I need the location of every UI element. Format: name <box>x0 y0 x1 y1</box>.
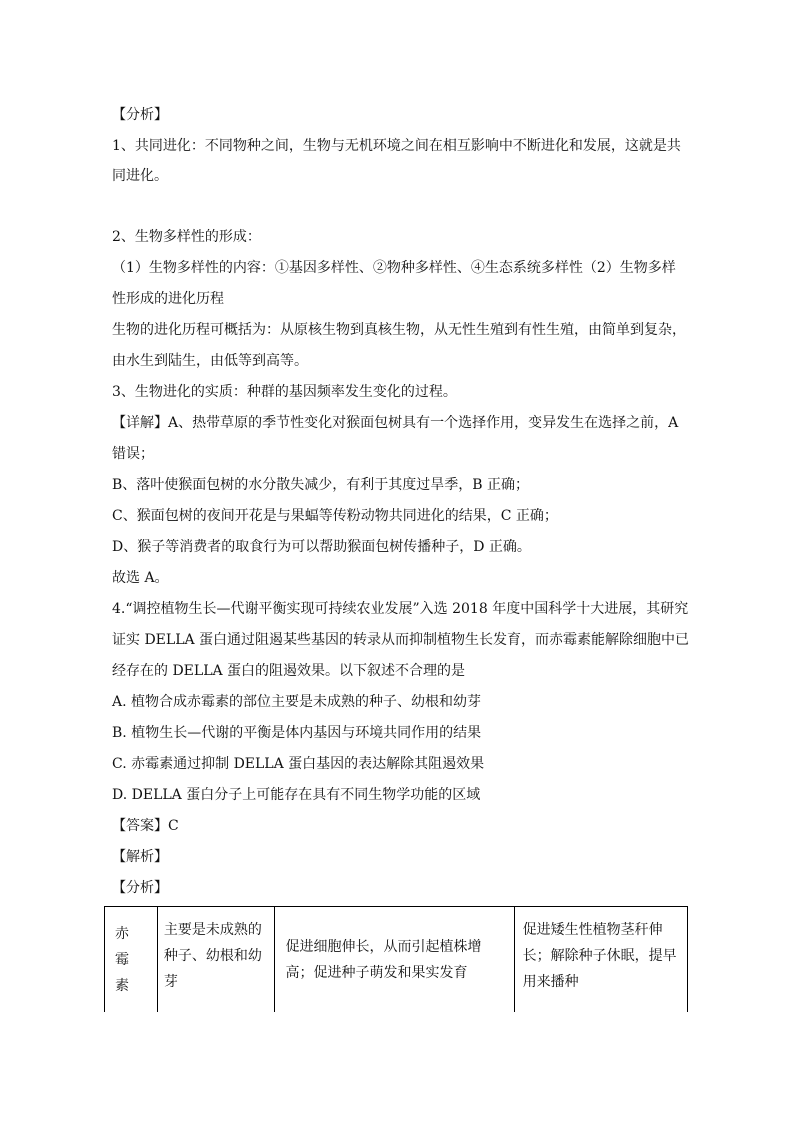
table-cell-function: 促进细胞伸长，从而引起植株增高；促进种子萌发和果实发育 <box>275 907 514 1012</box>
text-line: 2、生物多样性的形成： <box>112 229 261 245</box>
table-cell-synthesis-site: 主要是未成熟的种子、幼根和幼芽 <box>158 907 276 1012</box>
text-line: D、猴子等消费者的取食行为可以帮助猴面包树传播种子，D 正确。 <box>112 539 531 555</box>
text-line: 【答案】C <box>112 818 179 834</box>
text-line: 同进化。 <box>112 168 168 184</box>
text-line: D. DELLA 蛋白分子上可能存在具有不同生物学功能的区域 <box>112 787 481 803</box>
text-line: （1）生物多样性的内容：①基因多样性、②物种多样性、④生态系统多样性（2）生物多样 <box>112 260 676 276</box>
text-line: 生物的进化历程可概括为：从原核生物到真核生物，从无性生殖到有性生殖，由简单到复杂， <box>112 322 686 338</box>
table-cell-application: 促进矮生性植物茎秆伸长；解除种子休眠，提早用来播种 <box>522 922 677 990</box>
text-line: B. 植物生长—代谢的平衡是体内基因与环境共同作用的结果 <box>112 725 482 741</box>
text-line: 性形成的进化历程 <box>112 291 224 307</box>
text-line: 【分析】 <box>112 880 168 896</box>
table-cell-hormone-name: 赤霉素 <box>105 907 158 1012</box>
text-line: 4.“调控植物生长—代谢平衡实现可持续农业发展”入选 2018 年度中国科学十大进展，其研究 <box>112 601 689 617</box>
text-line: 错误； <box>112 446 154 462</box>
text-line: 由水生到陆生，由低等到高等。 <box>112 353 308 369</box>
text-line: 【详解】A、热带草原的季节性变化对猴面包树具有一个选择作用，变异发生在选择之前，A <box>112 415 679 431</box>
text-line: 1、共同进化：不同物种之间，生物与无机环境之间在相互影响中不断进化和发展，这就是共 <box>112 138 681 154</box>
text-line: C、猴面包树的夜间开花是与果蝠等传粉动物共同进化的结果，C 正确； <box>112 508 558 524</box>
text-line: 经存在的 DELLA 蛋白的阻遏效果。以下叙述不合理的是 <box>112 663 466 679</box>
text-line: C. 赤霉素通过抑制 DELLA 蛋白基因的表达解除其阻遏效果 <box>112 756 485 772</box>
text-line: 3、生物进化的实质：种群的基因频率发生变化的过程。 <box>112 384 457 400</box>
hormone-table <box>104 906 688 1012</box>
text-line: 【分析】 <box>112 107 168 123</box>
text-line: A. 植物合成赤霉素的部位主要是未成熟的种子、幼根和幼芽 <box>112 694 482 710</box>
text-line: B、落叶使猴面包树的水分散失减少，有利于其度过旱季，B 正确； <box>112 477 530 493</box>
text-line: 故选 A。 <box>112 570 169 586</box>
text-line: 证实 DELLA 蛋白通过阻遏某些基因的转录从而抑制植物生长发育，而赤霉素能解除细胞中已 <box>112 632 690 648</box>
text-line: 【解析】 <box>112 849 168 865</box>
